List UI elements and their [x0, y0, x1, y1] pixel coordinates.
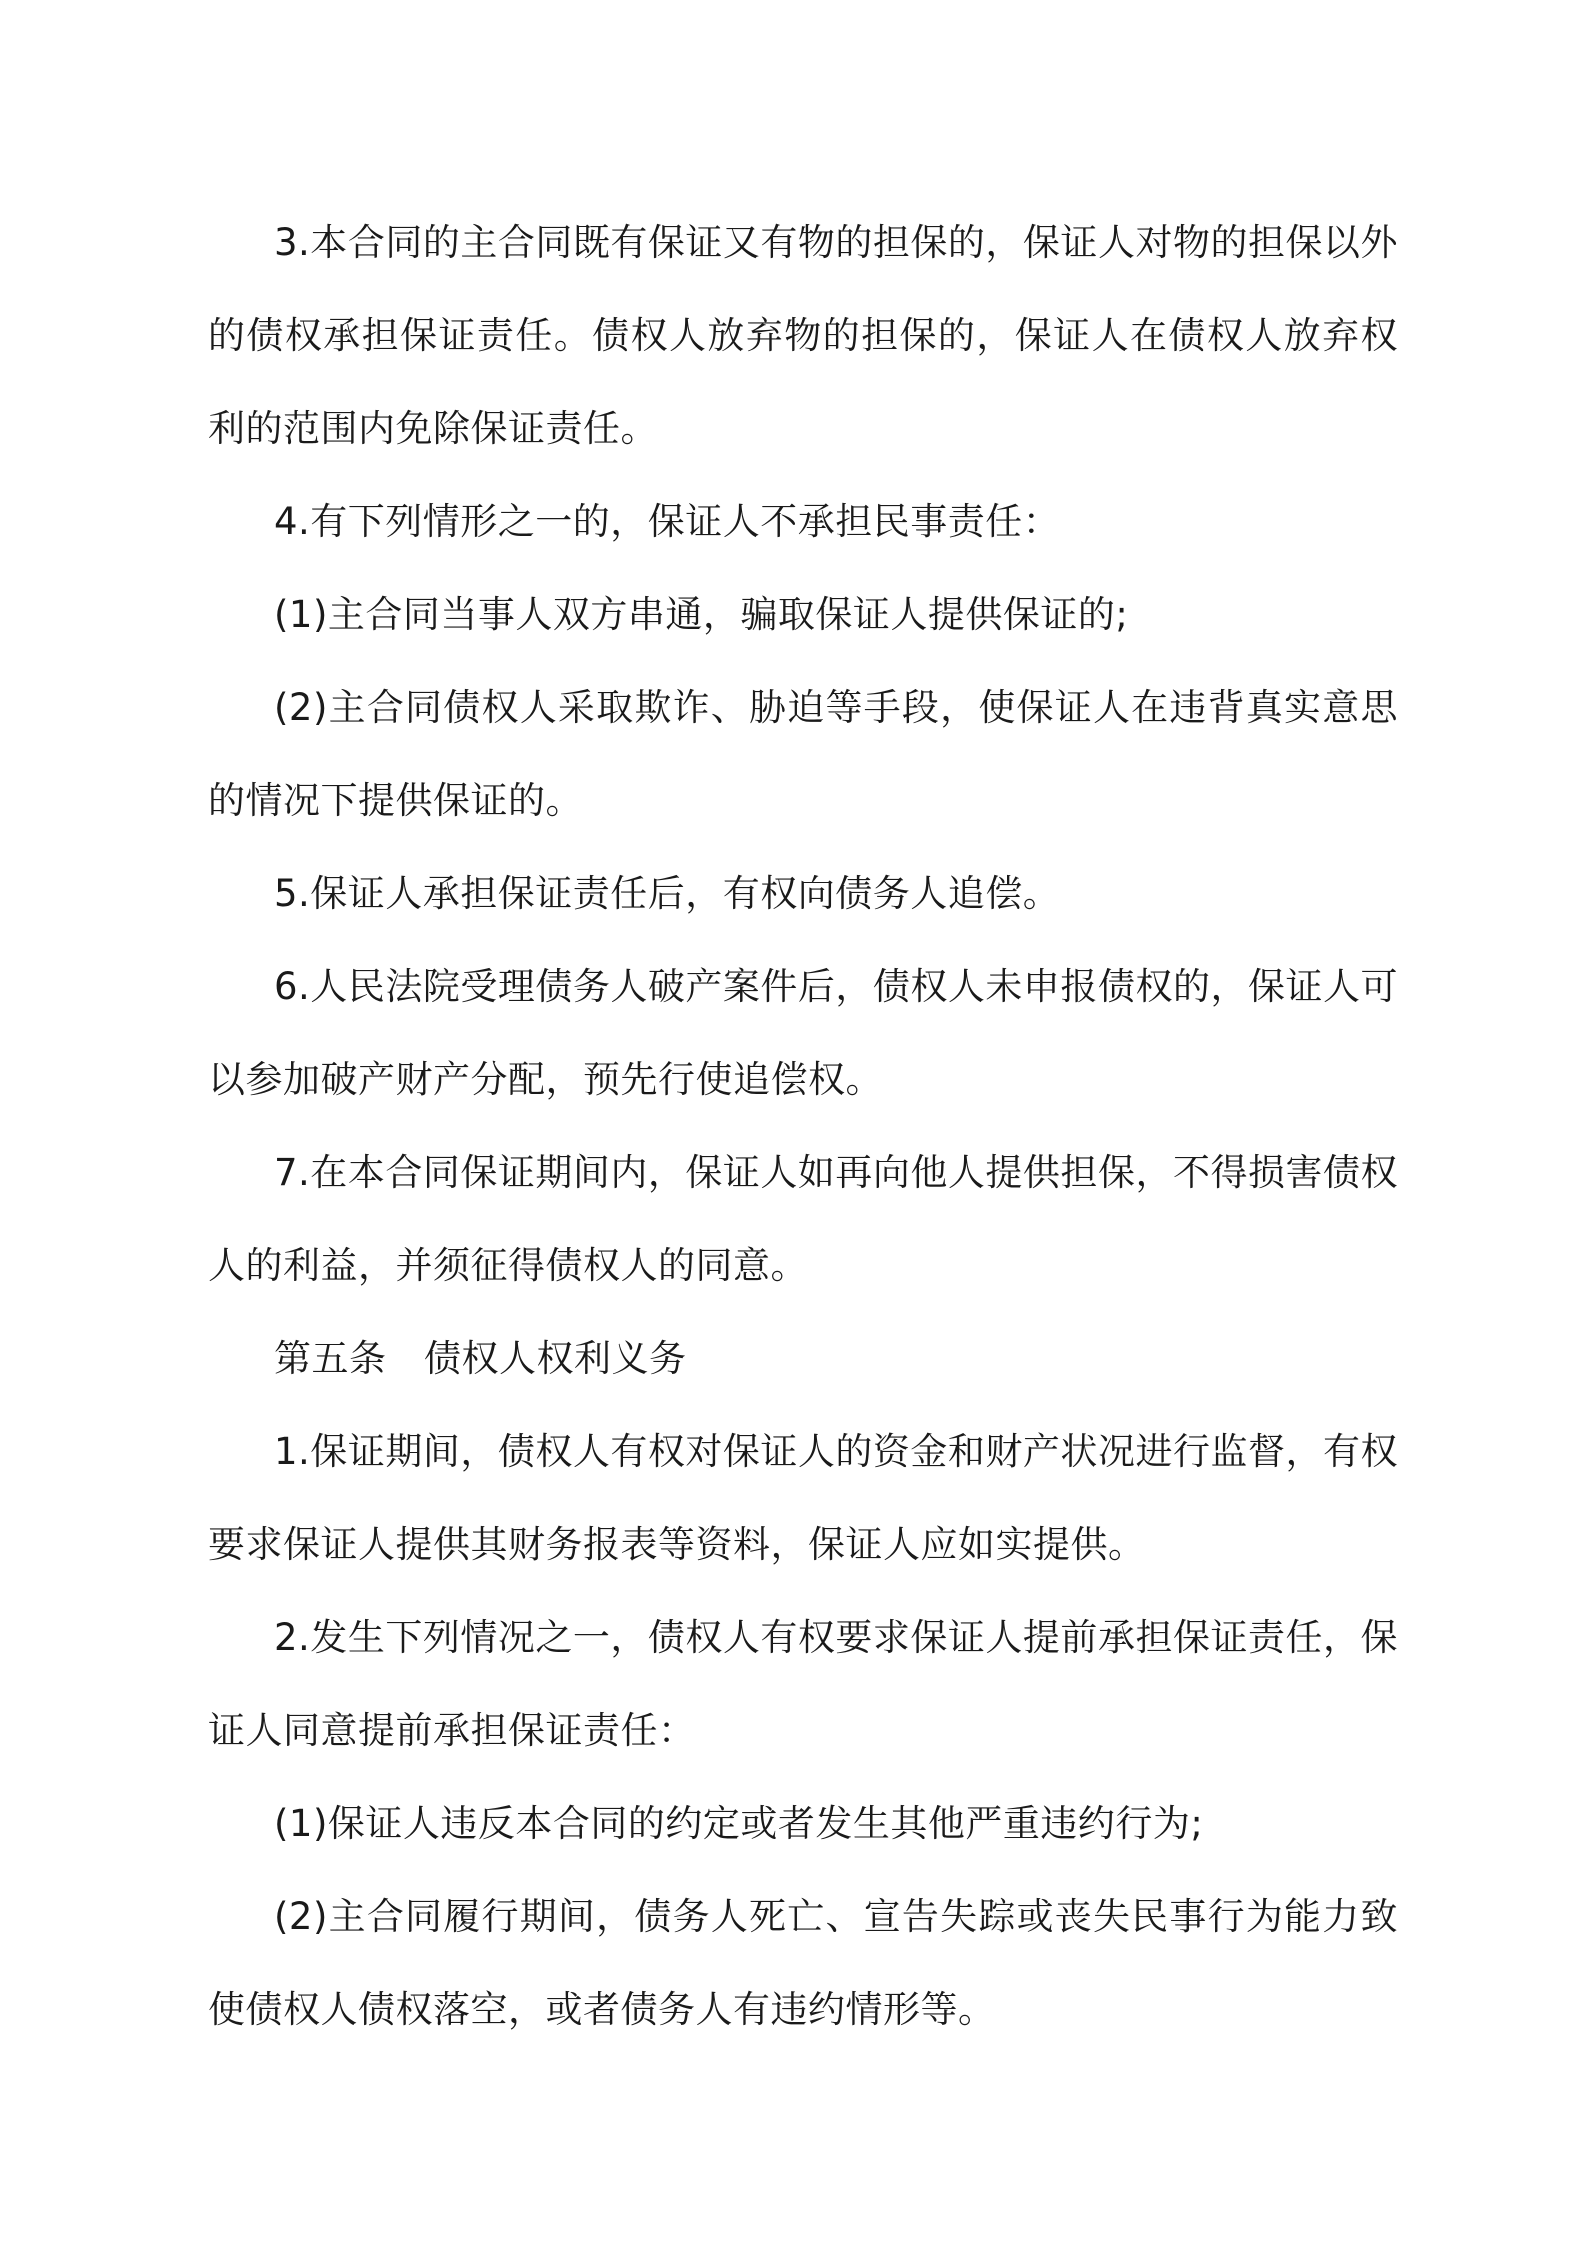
article-5-clause-2: 2.发生下列情况之一，债权人有权要求保证人提前承担保证责任，保证人同意提前承担保证责任：: [208, 1616, 1398, 1752]
clause-3-paragraph: 3.本合同的主合同既有保证又有物的担保的，保证人对物的担保以外的债权承担保证责任。债权人放弃物的担保的，保证人在债权人放弃权利的范围内免除保证责任。: [208, 221, 1398, 450]
clause-5-paragraph: 5.保证人承担保证责任后，有权向债务人追偿。: [274, 872, 1061, 915]
clause-7-paragraph: 7.在本合同保证期间内，保证人如再向他人提供担保，不得损害债权人的利益，并须征得债权人的同意。: [208, 1151, 1398, 1287]
clause-4-item-1: (1)主合同当事人双方串通，骗取保证人提供保证的;: [274, 593, 1129, 636]
article-5-heading: 第五条 债权人权利义务: [274, 1337, 687, 1380]
article-5-clause-2-item-1: (1)保证人违反本合同的约定或者发生其他严重违约行为;: [274, 1802, 1204, 1845]
document-body: [208, 196, 1398, 2056]
clause-4-paragraph: 4.有下列情形之一的，保证人不承担民事责任：: [274, 500, 1061, 543]
article-5-clause-1: 1.保证期间，债权人有权对保证人的资金和财产状况进行监督，有权要求保证人提供其财务报表等资料，保证人应如实提供。: [208, 1430, 1398, 1566]
clause-4-item-2: (2)主合同债权人采取欺诈、胁迫等手段，使保证人在违背真实意思的情况下提供保证的。: [208, 686, 1398, 822]
article-5-clause-2-item-2: (2)主合同履行期间，债务人死亡、宣告失踪或丧失民事行为能力致使债权人债权落空，或者债务人有违约情形等。: [208, 1895, 1398, 2031]
clause-6-paragraph: 6.人民法院受理债务人破产案件后，债权人未申报债权的，保证人可以参加破产财产分配，预先行使追偿权。: [208, 965, 1398, 1101]
